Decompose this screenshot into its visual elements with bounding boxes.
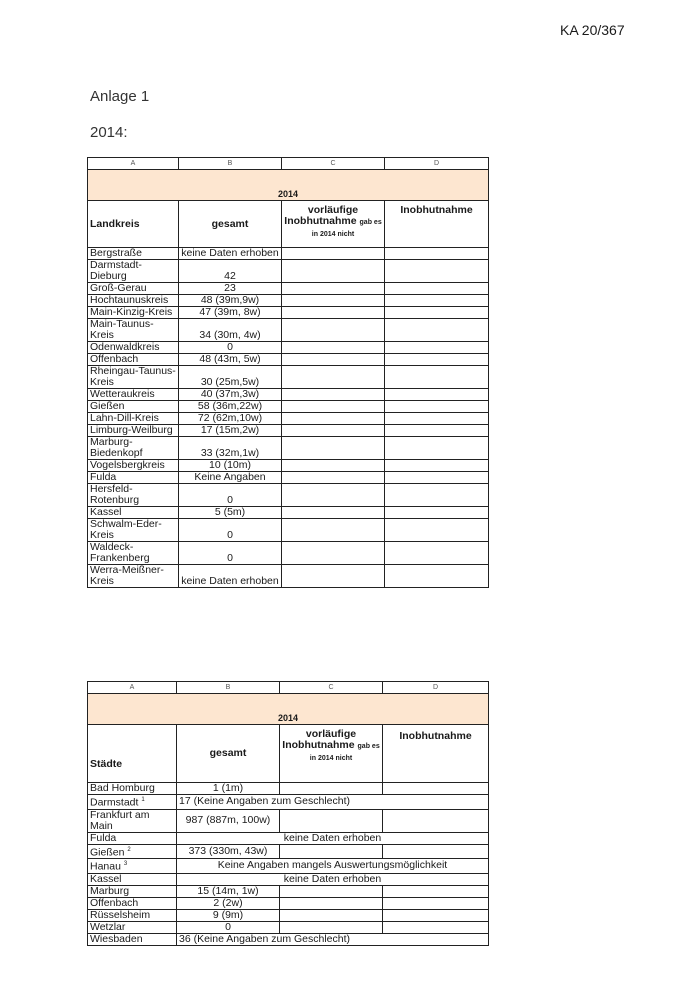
inobhutnahme-value (385, 319, 489, 342)
provisional-value (282, 437, 385, 460)
provisional-value (282, 389, 385, 401)
city-name-text: Hanau (90, 860, 121, 873)
provisional-value (282, 401, 385, 413)
year-row (88, 694, 489, 725)
header-vorlaeufige-note: gab es in 2014 nicht (311, 219, 382, 238)
provisional-value (282, 542, 385, 565)
total-value: 48 (39m,9w) (179, 295, 282, 307)
district-name: Werra-Meißner-Kreis (88, 565, 179, 588)
city-name-text: Rüsselsheim (90, 909, 151, 921)
inobhutnahme-value (385, 425, 489, 437)
total-value: 17 (15m,2w) (179, 425, 282, 437)
provisional-value (280, 885, 383, 897)
provisional-value (280, 844, 383, 859)
provisional-value (282, 354, 385, 366)
city-name (88, 783, 177, 795)
inobhutnahme-value (383, 921, 489, 933)
table-row (88, 401, 489, 413)
inobhutnahme-value (385, 342, 489, 354)
header-gesamt: gesamt (179, 201, 282, 248)
table-row (88, 484, 489, 507)
table-row (88, 319, 489, 342)
inobhutnahme-value (385, 472, 489, 484)
column-letter: B (177, 682, 280, 694)
city-name (88, 885, 177, 897)
total-value: 2 (2w) (177, 897, 280, 909)
table-row (88, 933, 489, 945)
provisional-value (282, 565, 385, 588)
header-vorlaeufige (282, 201, 385, 248)
inobhutnahme-value (385, 507, 489, 519)
table-row (88, 283, 489, 295)
provisional-value (282, 507, 385, 519)
district-name: Limburg-Weilburg (88, 425, 179, 437)
total-value: 5 (5m) (179, 507, 282, 519)
table-row (88, 437, 489, 460)
table-row (88, 565, 489, 588)
table-row (88, 472, 489, 484)
landkreis-table-body (88, 248, 489, 588)
header-row (88, 201, 489, 248)
provisional-value (282, 295, 385, 307)
inobhutnahme-value (383, 844, 489, 859)
total-value: 0 (179, 542, 282, 565)
district-name: Rheingau-Taunus-Kreis (88, 366, 179, 389)
inobhutnahme-value (383, 885, 489, 897)
district-name: Wetteraukreis (88, 389, 179, 401)
inobhutnahme-value (385, 248, 489, 260)
staedte-table (87, 681, 489, 946)
total-value: 17 (Keine Angaben zum Geschlecht) (177, 795, 489, 810)
table-row (88, 425, 489, 437)
city-name (88, 921, 177, 933)
inobhutnahme-value (385, 413, 489, 425)
total-value: keine Daten erhoben (177, 873, 489, 885)
table-year: 2014 (88, 170, 489, 201)
table-row (88, 248, 489, 260)
year-heading: 2014: (90, 124, 128, 141)
table-row (88, 542, 489, 565)
provisional-value (280, 897, 383, 909)
provisional-value (280, 809, 383, 832)
column-letter: A (88, 682, 177, 694)
table-row (88, 295, 489, 307)
inobhutnahme-value (385, 283, 489, 295)
district-name: Hochtaunuskreis (88, 295, 179, 307)
district-name: Gießen (88, 401, 179, 413)
inobhutnahme-value (383, 897, 489, 909)
inobhutnahme-value (385, 484, 489, 507)
district-name: Hersfeld-Rotenburg (88, 484, 179, 507)
total-value: keine Daten erhoben (179, 248, 282, 260)
table-row (88, 832, 489, 844)
inobhutnahme-value (385, 307, 489, 319)
district-name: Odenwaldkreis (88, 342, 179, 354)
provisional-value (282, 283, 385, 295)
provisional-value (282, 342, 385, 354)
total-value: 33 (32m,1w) (179, 437, 282, 460)
table-row (88, 354, 489, 366)
city-name (88, 809, 177, 832)
city-name-text: Offenbach (90, 897, 139, 909)
column-letter-row (88, 682, 489, 694)
provisional-value (282, 260, 385, 283)
attachment-heading: Anlage 1 (90, 88, 150, 105)
table-row (88, 809, 489, 832)
table-row (88, 783, 489, 795)
total-value: keine Daten erhoben (177, 832, 489, 844)
table-row (88, 885, 489, 897)
city-name (88, 909, 177, 921)
table-row (88, 859, 489, 874)
total-value: 15 (14m, 1w) (177, 885, 280, 897)
total-value: 47 (39m, 8w) (179, 307, 282, 319)
district-name: Main-Taunus-Kreis (88, 319, 179, 342)
total-value: 36 (Keine Angaben zum Geschlecht) (177, 933, 489, 945)
inobhutnahme-value (385, 389, 489, 401)
inobhutnahme-value (385, 401, 489, 413)
district-name: Groß-Gerau (88, 283, 179, 295)
district-name: Schwalm-Eder-Kreis (88, 519, 179, 542)
header-staedte: Städte (88, 725, 177, 783)
total-value: Keine Angaben (179, 472, 282, 484)
total-value: 58 (36m,22w) (179, 401, 282, 413)
total-value: 34 (30m, 4w) (179, 319, 282, 342)
footnote-marker: 1 (141, 797, 145, 803)
column-letter: C (280, 682, 383, 694)
total-value: 1 (1m) (177, 783, 280, 795)
document-reference: KA 20/367 (560, 22, 625, 38)
table-row (88, 460, 489, 472)
inobhutnahme-value (385, 437, 489, 460)
staedte-table-body (88, 783, 489, 946)
city-name-text: Darmstadt (90, 796, 139, 809)
header-vorlaeufige-label: vorläufige Inobhutnahme (282, 728, 357, 751)
column-letter-row (88, 158, 489, 170)
total-value: 48 (43m, 5w) (179, 354, 282, 366)
inobhutnahme-value (385, 460, 489, 472)
city-name-text: Wiesbaden (90, 933, 143, 945)
district-name: Bergstraße (88, 248, 179, 260)
city-name-text: Marburg (90, 885, 130, 897)
provisional-value (280, 909, 383, 921)
inobhutnahme-value (383, 809, 489, 832)
inobhutnahme-value (383, 783, 489, 795)
total-value: 987 (887m, 100w) (177, 809, 280, 832)
total-value: 0 (179, 484, 282, 507)
city-name (88, 795, 177, 810)
city-name-text: Fulda (90, 832, 117, 844)
inobhutnahme-value (383, 909, 489, 921)
provisional-value (282, 425, 385, 437)
header-gesamt: gesamt (177, 725, 280, 783)
district-name: Kassel (88, 507, 179, 519)
city-name (88, 844, 177, 859)
table-row (88, 921, 489, 933)
total-value: 0 (177, 921, 280, 933)
table-row (88, 507, 489, 519)
city-name (88, 832, 177, 844)
provisional-value (282, 460, 385, 472)
column-letter: C (282, 158, 385, 170)
total-value: 0 (179, 519, 282, 542)
provisional-value (280, 921, 383, 933)
total-value: 373 (330m, 43w) (177, 844, 280, 859)
district-name: Main-Kinzig-Kreis (88, 307, 179, 319)
district-name: Marburg-Biedenkopf (88, 437, 179, 460)
total-value: 40 (37m,3w) (179, 389, 282, 401)
column-letter: D (383, 682, 489, 694)
table-row (88, 413, 489, 425)
table-row (88, 844, 489, 859)
year-row (88, 170, 489, 201)
total-value: 9 (9m) (177, 909, 280, 921)
provisional-value (282, 248, 385, 260)
provisional-value (280, 783, 383, 795)
provisional-value (282, 519, 385, 542)
header-row (88, 725, 489, 783)
table-row (88, 366, 489, 389)
inobhutnahme-value (385, 565, 489, 588)
provisional-value (282, 413, 385, 425)
header-landkreis: Landkreis (88, 201, 179, 248)
total-value: Keine Angaben mangels Auswertungsmöglichkeit (177, 859, 489, 874)
total-value: 42 (179, 260, 282, 283)
column-letter: A (88, 158, 179, 170)
header-vorlaeufige-note: gab es in 2014 nicht (309, 743, 380, 762)
city-name-text: Frankfurt am Main (90, 809, 150, 832)
header-inobhutnahme: Inobhutnahme (385, 201, 489, 248)
district-name: Waldeck-Frankenberg (88, 542, 179, 565)
header-vorlaeufige-label: vorläufige Inobhutnahme (284, 204, 359, 227)
footnote-marker: 3 (123, 861, 128, 867)
table-row (88, 795, 489, 810)
table-row (88, 909, 489, 921)
landkreis-table (87, 157, 489, 588)
inobhutnahme-value (385, 260, 489, 283)
provisional-value (282, 307, 385, 319)
table-row (88, 260, 489, 283)
total-value: 30 (25m,5w) (179, 366, 282, 389)
table-year: 2014 (88, 694, 489, 725)
column-letter: B (179, 158, 282, 170)
column-letter: D (385, 158, 489, 170)
provisional-value (282, 366, 385, 389)
total-value: 10 (10m) (179, 460, 282, 472)
city-name (88, 873, 177, 885)
inobhutnahme-value (385, 519, 489, 542)
provisional-value (282, 319, 385, 342)
city-name-text: Bad Homburg (90, 782, 155, 794)
district-name: Lahn-Dill-Kreis (88, 413, 179, 425)
city-name-text: Wetzlar (90, 921, 126, 933)
header-vorlaeufige (280, 725, 383, 783)
inobhutnahme-value (385, 542, 489, 565)
provisional-value (282, 484, 385, 507)
table-row (88, 519, 489, 542)
header-inobhutnahme: Inobhutnahme (383, 725, 489, 783)
city-name-text: Gießen (90, 846, 125, 858)
total-value: 23 (179, 283, 282, 295)
district-name: Offenbach (88, 354, 179, 366)
provisional-value (282, 472, 385, 484)
district-name: Vogelsbergkreis (88, 460, 179, 472)
city-name (88, 933, 177, 945)
table-row (88, 389, 489, 401)
inobhutnahme-value (385, 354, 489, 366)
district-name: Fulda (88, 472, 179, 484)
table-row (88, 897, 489, 909)
city-name (88, 897, 177, 909)
table-row (88, 307, 489, 319)
inobhutnahme-value (385, 366, 489, 389)
city-name-text: Kassel (90, 873, 122, 885)
footnote-marker: 2 (127, 846, 131, 853)
inobhutnahme-value (385, 295, 489, 307)
total-value: 0 (179, 342, 282, 354)
city-name (88, 859, 177, 874)
total-value: 72 (62m,10w) (179, 413, 282, 425)
district-name: Darmstadt-Dieburg (88, 260, 179, 283)
table-row (88, 873, 489, 885)
table-row (88, 342, 489, 354)
total-value: keine Daten erhoben (179, 565, 282, 588)
